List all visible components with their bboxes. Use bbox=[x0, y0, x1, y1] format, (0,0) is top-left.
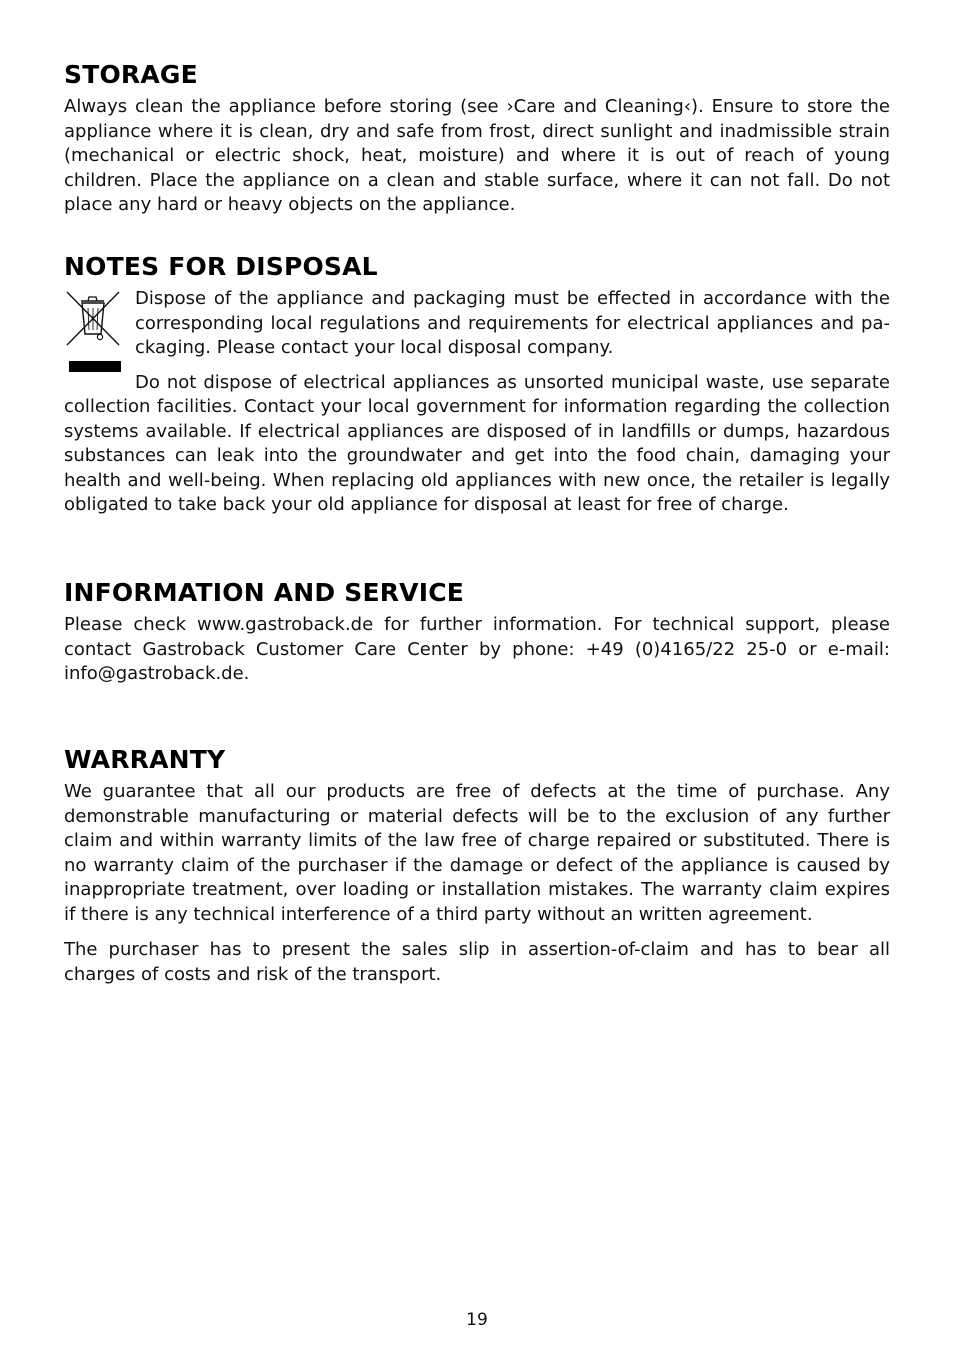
page-number: 19 bbox=[466, 1310, 488, 1330]
disposal-paragraph-2: Do not dispose of electrical appliances as unsorted municipal waste, use separate collection facilities. Contact your local government for information regarding the collection systems available. If electrical appliances are disposed of in landfills or dumps, hazardous substances can leak into the groundwater and get into the food chain, damaging your health and well-being. When replacing old appliances with new once, the retailer is legally obligated to take back your old appliance for disposal at least for free of charge. bbox=[64, 371, 890, 515]
disposal-paragraph-1: Dispose of the appliance and packaging must be effected in accordance with the corresponding local regulations and requirements for electrical appliances and packaging. Please contact your local disposal company. bbox=[135, 288, 890, 358]
storage-body: Always clean the appliance before storing (see ›Care and Cleaning‹). Ensure to store the appliance where it is clean, dry and safe from frost, direct sunlight and inadmissible strain (mechanical or electric shock, heat, moisture) and where it is out of reach of young children. Place the appliance on a clean and stable surface, where it can not fall. Do not place any hard or heavy objects on the appliance. bbox=[64, 96, 890, 215]
information-service-body: Please check www.gastroback.de for further information. For technical support, please contact Gastroback Customer Care Center by phone: +49 (0)4165/22 25-0 or e-mail: info@gastroback.de. bbox=[64, 614, 890, 684]
disposal-section bbox=[64, 252, 890, 518]
warranty-heading: WARRANTY bbox=[64, 745, 226, 774]
storage-section bbox=[64, 60, 890, 218]
warranty-paragraph-1: We guarantee that all our products are free of defects at the time of purchase. Any demonstrable manufacturing or material defects will be to the exclusion of any further claim and within warranty limits of the law free of charge repaired or substituted. There is no warranty claim of the purchaser if the damage or defect of the appliance is caused by inappropriate treatment, over loading or installation mistakes. The warranty claim expires if there is any technical interference of a third party without an written agreement. bbox=[64, 781, 890, 925]
disposal-heading: NOTES FOR DISPOSAL bbox=[64, 252, 378, 281]
storage-heading: STORAGE bbox=[64, 60, 198, 89]
warranty-section bbox=[64, 745, 890, 987]
warranty-paragraph-2: The purchaser has to present the sales slip in assertion-of-claim and has to bear all charges of costs and risk of the transport. bbox=[64, 939, 890, 985]
information-service-heading: INFORMATION AND SERVICE bbox=[64, 578, 465, 607]
information-service-section bbox=[64, 578, 890, 687]
disposal-notice bbox=[64, 287, 890, 361]
crossed-out-wheelie-bin-icon bbox=[64, 287, 122, 377]
